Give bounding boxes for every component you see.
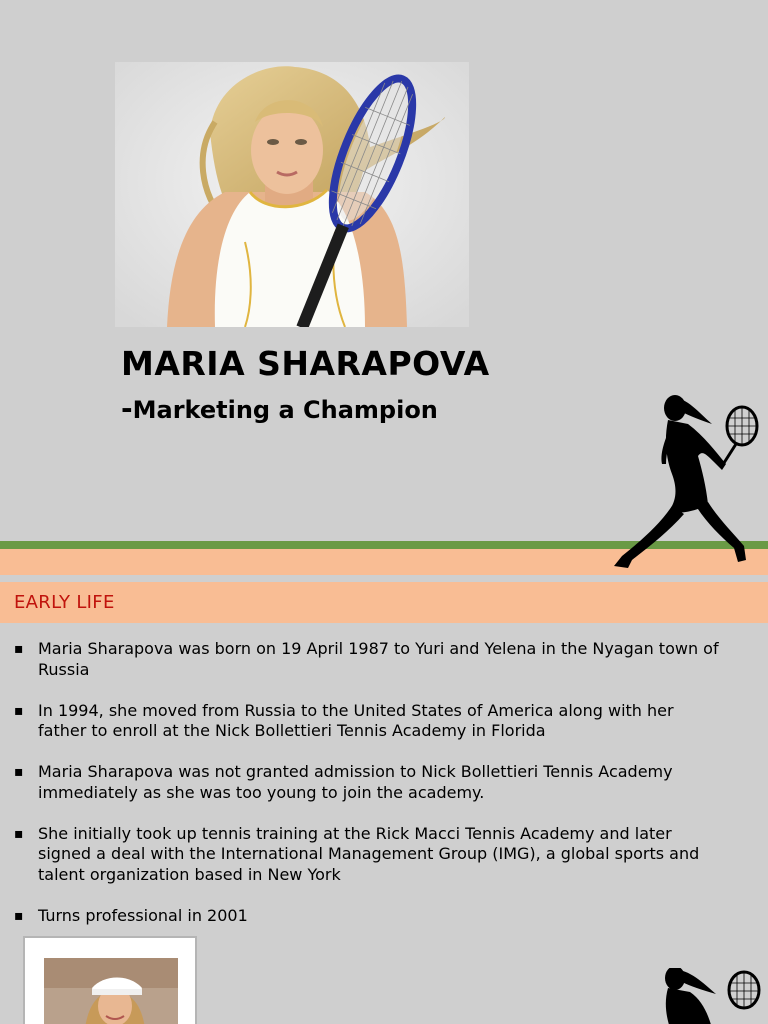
bullet-marker-icon: ▪ [14, 825, 24, 842]
bullet-marker-icon: ▪ [14, 764, 24, 780]
bullet-marker-icon: ▪ [14, 702, 24, 719]
bullet-text: Maria Sharapova was born on 19 April 1987 to Yuri and Yelena in the Nyagan town of Russia [38, 639, 719, 679]
tennis-player-silhouette-icon [656, 968, 768, 1024]
bullet-text: Turns professional in 2001 [38, 905, 248, 925]
bullet-marker-icon: ▪ [14, 641, 24, 657]
tennis-player-silhouette-icon [606, 390, 768, 576]
sharapova-visor-photo [44, 958, 178, 1024]
bullet-text: In 1994, she moved from Russia to the United States of America along with her father to enroll at the Nick Bollettieri Tennis Academy in Florida [38, 700, 674, 740]
bullet-text: She initially took up tennis training at the Rick Macci Tennis Academy and later signed a deal with the International Management Group (IMG), a global sports and talent organization based in New York [38, 823, 700, 884]
bullet-text: Maria Sharapova was not granted admission to Nick Bollettieri Tennis Academy immediately as she was too young to join the academy. [38, 762, 673, 802]
sharapova-portrait-photo [115, 62, 469, 327]
list-item [0, 824, 768, 886]
slide-title: MARIA SHARAPOVA [121, 344, 490, 383]
list-item [0, 701, 768, 742]
section-header-band [0, 582, 768, 623]
early-life-slide [0, 578, 768, 1024]
bullet-marker-icon: ▪ [14, 907, 24, 924]
section-heading: EARLY LIFE [14, 592, 115, 613]
bullet-list [0, 639, 768, 947]
slide-subtitle [121, 392, 438, 425]
list-item [0, 906, 768, 927]
list-item [0, 762, 768, 803]
subtitle-text: Marketing a Champion [132, 396, 438, 424]
subtitle-dash: - [121, 392, 133, 425]
list-item [0, 639, 768, 680]
